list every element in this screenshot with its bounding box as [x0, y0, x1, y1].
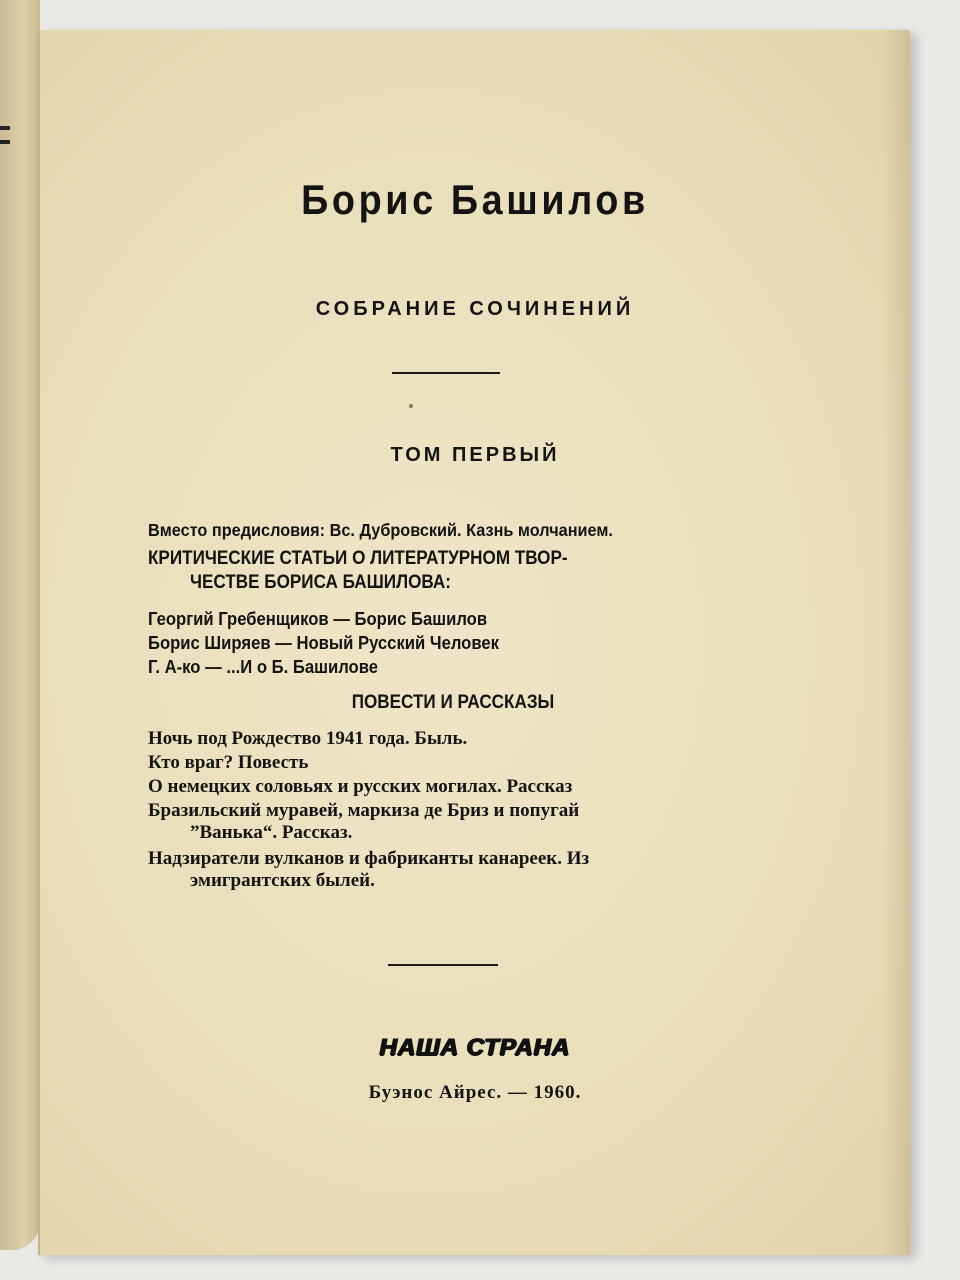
- list-item: Борис Ширяев — Новый Русский Человек: [148, 632, 499, 653]
- list-item-continuation: эмигрантских былей.: [190, 870, 375, 891]
- list-item: Ночь под Рождество 1941 года. Быль.: [148, 728, 468, 749]
- publisher-logo: НАША СТРАНА: [379, 1034, 571, 1061]
- stories-section-heading: ПОВЕСТИ И РАССКАЗЫ: [351, 692, 555, 713]
- list-item: О немецких соловьях и русских могилах. Рассказ: [148, 776, 573, 797]
- critical-section-heading: КРИТИЧЕСКИЕ СТАТЬИ О ЛИТЕРАТУРНОМ ТВОР-: [148, 548, 568, 569]
- volume-title: ТОМ ПЕРВЫЙ: [390, 444, 560, 466]
- list-item: Г. А-ко — ...И о Б. Башилове: [148, 656, 379, 677]
- page-edge-mark: [0, 126, 10, 130]
- divider-bottom: [388, 964, 498, 966]
- list-item: Бразильский муравей, маркиза де Бриз и попугай: [148, 800, 580, 821]
- list-item: Георгий Гребенщиков — Борис Башилов: [148, 608, 488, 629]
- author-name: Борис Башилов: [301, 176, 649, 223]
- critical-section-heading-cont: ЧЕСТВЕ БОРИСА БАШИЛОВА:: [190, 572, 451, 593]
- divider-top: [392, 372, 500, 374]
- ink-speck: [409, 404, 413, 408]
- collection-title: СОБРАНИЕ СОЧИНЕНИЙ: [315, 298, 635, 320]
- previous-page-edge: [0, 0, 40, 1250]
- page-edge-shading: [882, 30, 910, 1255]
- title-page: [38, 30, 910, 1255]
- imprint-line: Буэнос Айрес. — 1960.: [368, 1082, 582, 1103]
- page-edge-mark: [0, 140, 10, 144]
- list-item: Надзиратели вулканов и фабриканты канареек. Из: [148, 848, 590, 869]
- list-item: Кто враг? Повесть: [148, 752, 309, 773]
- preface-entry: Вместо предисловия: Вс. Дубровский. Казнь молчанием.: [148, 520, 613, 540]
- list-item-continuation: ”Ванька“. Рассказ.: [190, 822, 353, 843]
